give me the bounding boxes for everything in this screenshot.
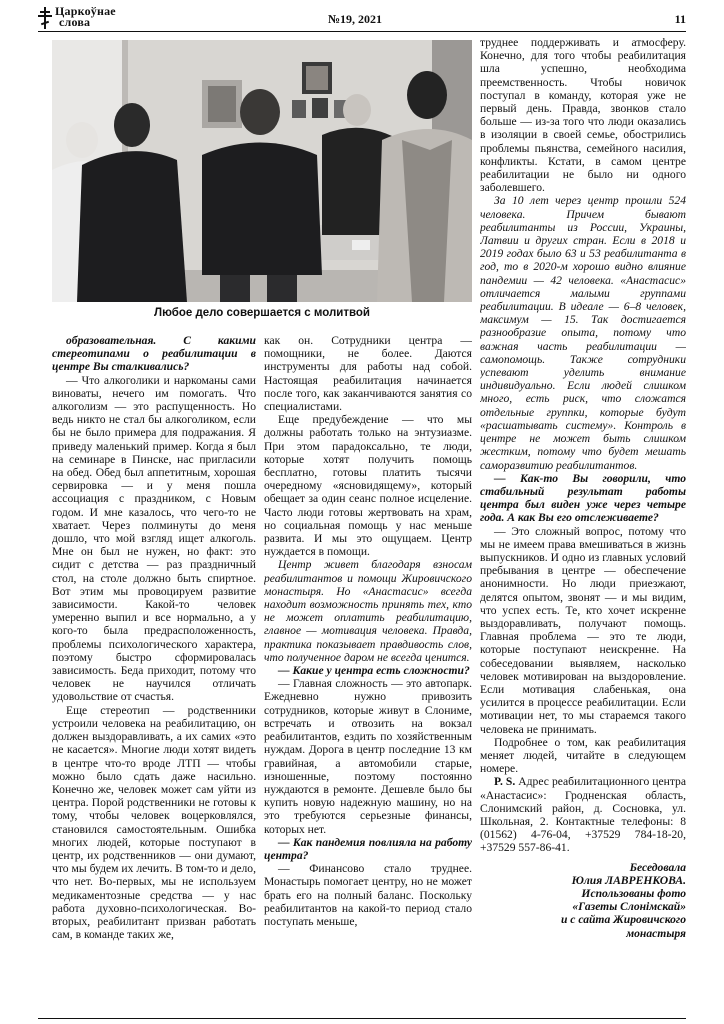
paragraph: — Финансово стало труднее. Монастырь помогает центру, но не может брать его на полный баланс. Поскольку реабилитантов на какой-то период стало поступать меньше, (264, 862, 472, 928)
signature-line: Беседовала (629, 860, 686, 874)
interview-question: образовательная. С какими стереотипами о реабилитации в центре Вы сталкивались? (52, 334, 256, 374)
signature-line: «Газеты Слонімскай» (572, 900, 686, 914)
masthead-line1: Царкоўнае (55, 4, 116, 18)
text-column-1 (52, 334, 256, 1018)
italic-paragraph: Центр живет благодаря взносам реабилитантов и помощи Жировичского монастыря. Но «Анастасис» всегда находит возможность принять тех, кто не может оплатить реабилитацию, главное — мотивация человека. Правда, практика показывает правдивость слов, что полученное даром не всегда ценится. (264, 558, 472, 664)
photo-caption: Любое дело совершается с молитвой (154, 307, 370, 319)
paragraph-continued: труднее поддерживать и атмосферу. Конечно, для того чтобы реабилитация шла успешно, необходима преемственность. Чтобы новичок поступал в команду, которая уже не первый день. Правда, звонков стало больше — из-за того что люди оказались в изоляции в своей семье, обострились проблемы пьянства, семейного насилия, конфликты. Кстати, в самом центре реабилитации не было ни одного заболевшего. (480, 36, 686, 195)
signature-line: и с сайта Жировичского (560, 913, 686, 927)
text-column-3 (480, 36, 686, 1018)
signature-line: Использованы фото (581, 887, 686, 900)
text-column-2 (264, 334, 472, 1018)
article-photo (52, 40, 472, 302)
postscript (480, 775, 686, 854)
cross-icon (38, 7, 52, 27)
page-number: 11 (674, 12, 686, 26)
paragraph-continued: как он. Сотрудники центра — помощники, не более. Даются инструменты для работы над собой. Настоящая реабилитация начинается после того, как заканчиваются занятия со специалистами. (264, 334, 472, 414)
masthead-line2: слова (59, 15, 91, 29)
paragraph: — Это сложный вопрос, потому что мы не имеем права вмешиваться в жизнь выпускников. И одно из главных условий пребывания в центре — обеспечение анонимности. Но люди приезжают, делятся опытом, звонят — и мы видим, что успех есть. Те, кто хочет искренне выздоравливать, получают помощь. Главная проблема — это те люди, которые поступают неискренне. На собеседовании выявляем, насколько человек мотивирован на выздоровление. Если мотивация слабенькая, она усилится в процессе реабилитации. Если мотивации нет, то мы стараемся такого человека не принимать. (480, 524, 686, 736)
paragraph: Еще стереотип — родственники устроили человека на реабилитацию, он должен выздоравливать, а их самих «это не касается». Многие люди хотят видеть в центре что-то вроде ЛТП — чтобы можно было сдать даже насильно. Конечно же, человек может сам уйти из центра. Порой родственники не готовы к тому, чтобы человек воцерковлялся, становился самостоятельным. Ошибка многих людей, которые поступают в центр, их родственников — они думают, что мы будем их лечить. В том-то и дело, что нет. Во-первых, мы не используем медикаментозные средства — у нас работа духовно-психологическая. Во-вторых, реабилитант призван работать сам, в команде таких же, (52, 703, 256, 942)
page-header (38, 6, 686, 30)
masthead (38, 6, 116, 28)
interview-question: — Как пандемия повлияла на работу центра? (264, 835, 472, 862)
paragraph: — Главная сложность — это автопарк. Ежедневно нужно привозить сотрудников, которые живут в Слониме, встречать и отвозить на вокзал реабилитантов, ездить по хозяйственным нуждам. Дорога в центр последние 13 км гравийная, а автомобили старые, изношенные, поэтому постоянно нуждаются в ремонте. Дешевле было бы купить новую надежную машину, но на это требуются серьезные финансы, которых нет. (264, 677, 472, 836)
footer-rule (38, 1018, 686, 1019)
italic-paragraph: За 10 лет через центр прошли 524 человека. Причем бывают реабилитанты из России, Украины, Латвии и других стран. Если в 2018 и 2019 годах было 63 и 53 реабилитанта в год, то в 2020-м хорошо видно влияние пандемии — 42 человека. «Анастасис» отличается малыми группами реабилитации. В идеале — 6–8 человек, максимум — 15. Так достигается разнообразие опыта, потому что важная часть реабилитации — самопомощь. Также сотрудники успевают уделить внимание индивидуально. Если людей слишком много, есть риск, что сложатся отдельные группки, которые будут «расшатывать систему». Контроль в центре не может быть слишком жестким, потому что будет мешать саморазвитию реабилитантов. (480, 194, 686, 472)
signature-line: Юлия ЛАВРЕНКОВА. (571, 873, 686, 887)
paragraph: Еще предубеждение — что мы должны работать только на энтузиазме. При этом парадоксально, те люди, которые хотят получить помощь бесплатно, готовы платить тысячи очередному «ясновидящему», который обещает за один сеанс полное исцеление. Часто люди готовы жертвовать на храм, но социальная помощь у нас меньше развита. И мы это ощущаем. Центр нуждается в помощи. (264, 413, 472, 559)
postscript-text: Адрес реабилитационного центра «Анастасис»: Гродненская область, Слонимский район, д. Сосновка, ул. Школьная, 2. Контактные телефоны: 8 (01562) 4-76-04, +37529 784-18-20, +37529 557-86-41. (480, 775, 686, 855)
header-rule (38, 31, 686, 32)
paragraph: — Что алкоголики и наркоманы сами виноваты, нечего им помогать. Что алкоголизм — это распущенность. Но ведь никто не стал бы алкоголиком, если бы не было примера для подражания. Я приведу маленький пример. Когда я был на семинаре в Пинске, нас пригласили на обед. Обед был аппетитным, хорошая сервировка — и у меня пошла ассоциация с праздником, с Новым годом. И мне казалось, что чего-то не хватает. Через полминуты до меня дошло, что мой взгляд ищет алкоголь. Мне он был не нужен, но факт: это сидит с детства — раз праздничный стол, на столе должно быть спиртное. Вот этим мы провоцируем развитие зависимости. Какой-то человек умеренно выпил и все нормально, а у кого-то была предрасположенность, проблемы психологического характера, поэтому быстро сформировалась зависимость. Беда приходит, потому что человек не научился отличать удовольствие от счастья. (52, 373, 256, 704)
postscript-label: P. S. (494, 775, 516, 789)
interview-question: — Как-то Вы говорили, что стабильный результат работы центра был виден уже через четыре года. А как Вы его отслеживаете? (480, 471, 686, 525)
signature-line: монастыря (626, 926, 686, 940)
interview-question: — Какие у центра есть сложности? (278, 664, 470, 678)
issue-number: №19, 2021 (328, 12, 383, 26)
paragraph: Подробнее о том, как реабилитация меняет людей, читайте в следующем номере. (480, 735, 686, 776)
